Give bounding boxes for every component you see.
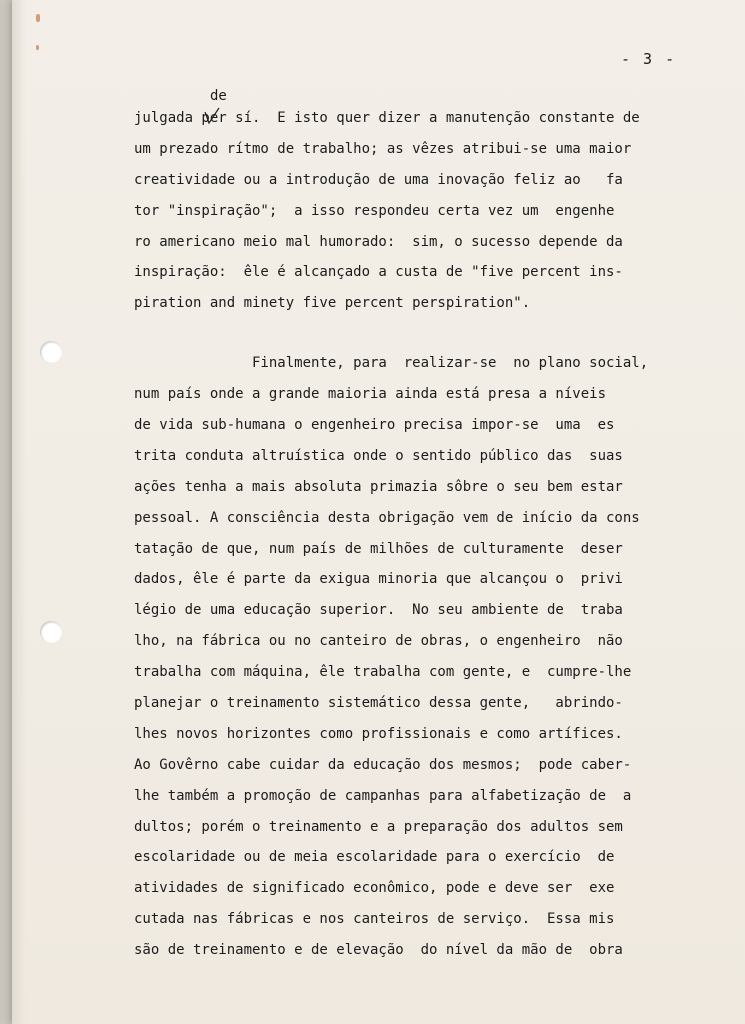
text-line: ro americano meio mal humorado: sim, o sucesso depende da	[134, 233, 623, 250]
text-line: atividades de significado econômico, pode e deve ser exe	[134, 880, 615, 897]
text-line: trabalha com máquina, êle trabalha com gente, e cumpre-lhe	[134, 664, 632, 681]
text-line: de vida sub-humana o engenheiro precisa impor-se uma es	[134, 417, 615, 434]
text-line: dados, êle é parte da exigua minoria que alcançou o privi	[134, 571, 623, 588]
text-line: trita conduta altruística onde o sentido público das suas	[134, 447, 623, 464]
punch-hole-lower	[40, 621, 62, 643]
text-line: tor "inspiração"; a isso respondeu certa vez um engenhe	[134, 202, 615, 219]
page-edge-shadow	[12, 0, 26, 1024]
typewritten-body	[134, 106, 670, 969]
text-line: Ao Govêrno cabe cuidar da educação dos mesmos; pode caber-	[134, 756, 632, 773]
paragraph-1	[134, 106, 670, 322]
text-line: escolaridade ou de meia escolaridade para o exercício de	[134, 849, 615, 866]
page-number: - 3 -	[621, 50, 677, 68]
text-line: num país onde a grande maioria ainda está presa a níveis	[134, 386, 607, 403]
text-line: Finalmente, para realizar-se no plano social,	[134, 355, 649, 372]
paragraph-2	[134, 351, 670, 969]
text-line: um prezado rítmo de trabalho; as vêzes atribui-se uma maior	[134, 140, 632, 157]
text-line: lhes novos horizontes como profissionais e como artífices.	[134, 725, 623, 742]
text-line: creatividade ou a introdução de uma inovação feliz ao fa	[134, 171, 623, 188]
text-line: ações tenha a mais absoluta primazia sôbre o seu bem estar	[134, 478, 623, 495]
text-line: tatação de que, num país de milhões de culturamente deser	[134, 540, 623, 557]
rust-stain-mark	[36, 14, 40, 22]
text-line: dultos; porém o treinamento e a preparação dos adultos sem	[134, 818, 623, 835]
text-line: são de treinamento e de elevação do nível da mão de obra	[134, 942, 623, 959]
text-line: pessoal. A consciência desta obrigação vem de início da cons	[134, 509, 640, 526]
paragraph-gap	[134, 322, 670, 351]
rust-stain-mark	[36, 45, 39, 50]
text-line: inspiração: êle é alcançado a custa de "five percent ins-	[134, 264, 623, 281]
text-line: légio de uma educação superior. No seu ambiente de traba	[134, 602, 623, 619]
text-line: cutada nas fábricas e nos canteiros de serviço. Essa mis	[134, 911, 615, 928]
punch-hole-upper	[40, 341, 62, 363]
text-line: julgada per sí. E isto quer dizer a manutenção constante de	[134, 110, 640, 126]
text-line: lho, na fábrica ou no canteiro de obras, o engenheiro não	[134, 633, 623, 650]
text-line: piration and minety five percent perspiration".	[134, 295, 531, 312]
handwritten-insertion: de	[210, 88, 227, 104]
text-line: planejar o treinamento sistemático dessa gente, abrindo-	[134, 695, 623, 712]
text-line: lhe também a promoção de campanhas para alfabetização de a	[134, 787, 632, 804]
